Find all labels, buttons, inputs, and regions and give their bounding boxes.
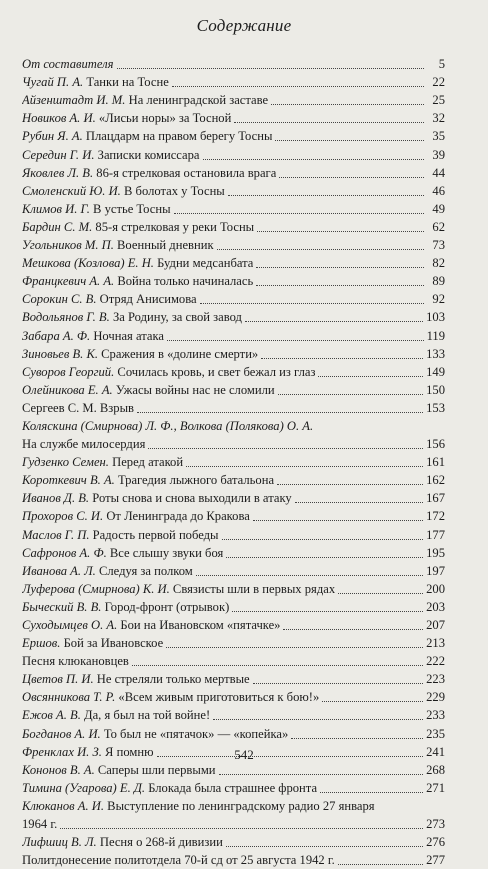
toc-entry-text — [22, 165, 276, 182]
toc-entry-text — [22, 92, 268, 109]
toc-entry-author: Прохоров С. И. — [22, 509, 104, 524]
toc-entry-text — [22, 834, 223, 851]
toc-entry-author: Середин Г. И. — [22, 147, 95, 162]
toc-entry-page: 46 — [432, 183, 445, 198]
toc-entry — [22, 363, 445, 381]
toc-entry-page: 213 — [426, 636, 445, 651]
toc-entry-author: Клюканов А. И. — [22, 798, 105, 813]
toc-entry-title: Связисты шли в первых рядах — [172, 581, 336, 596]
toc-entry-title: Я помню — [105, 744, 154, 759]
toc-entry-author: Тимина (Угарова) Е. Д. — [22, 780, 146, 795]
toc-entry-page: 153 — [426, 400, 445, 415]
toc-entry-text — [22, 273, 253, 290]
toc-entry-text — [22, 508, 250, 525]
toc-entry-author: Водольянов Г. В. — [22, 310, 110, 325]
toc-entry-title: Записки комиссара — [97, 147, 200, 162]
dot-leader — [166, 647, 423, 648]
dot-leader — [253, 683, 423, 684]
toc-entry-page: 32 — [432, 111, 445, 126]
toc-entry-text — [22, 671, 250, 688]
toc-entry-author: Лифшиц В. Л. — [22, 835, 97, 850]
toc-entry-text — [22, 816, 57, 833]
toc-entry-text — [22, 346, 258, 363]
dot-leader — [226, 846, 423, 847]
toc-entry-author: Френклах И. З. — [22, 744, 102, 759]
toc-entry — [22, 761, 445, 779]
toc-entry-text — [22, 436, 145, 453]
toc-entry-page: 82 — [432, 256, 445, 271]
toc-entry-author: Цветов П. И. — [22, 672, 94, 687]
toc-entry-page: 271 — [426, 780, 445, 795]
toc-entry-title: Война только начиналась — [117, 274, 254, 289]
toc-entry-title: Выступление по ленинградскому радио 27 января — [107, 798, 375, 813]
toc-entry-title: В устье Тосны — [93, 201, 171, 216]
toc-entry-text — [22, 635, 163, 652]
toc-entry-author: Рубин Я. А. — [22, 129, 83, 144]
dot-leader — [196, 575, 423, 576]
toc-entry-author: От составителя — [22, 57, 114, 72]
toc-entry-text — [22, 201, 171, 218]
toc-entry-title: Радость первой победы — [92, 527, 219, 542]
toc-entry-author: Быческий В. В. — [22, 599, 102, 614]
dot-leader — [256, 267, 424, 268]
toc-entry-page: 44 — [432, 165, 445, 180]
toc-entry — [22, 471, 445, 489]
dot-leader — [174, 213, 424, 214]
toc-entry-author: Ершов. — [22, 636, 61, 651]
toc-entry-title: Все слышу звуки боя — [109, 545, 224, 560]
dot-leader — [338, 864, 423, 865]
toc-entry-text — [22, 219, 254, 236]
toc-entry-page: 268 — [426, 762, 445, 777]
toc-entry — [22, 272, 445, 290]
toc-entry-page: 177 — [426, 527, 445, 542]
dot-leader — [232, 611, 423, 612]
toc-entry-title: Не стреляли только мертвые — [96, 672, 250, 687]
toc-entry — [22, 435, 445, 453]
dot-leader — [253, 520, 423, 521]
toc-entry — [22, 598, 445, 616]
dot-leader — [222, 539, 424, 540]
toc-entry-page: 156 — [426, 437, 445, 452]
toc-entry-title: Ночная атака — [93, 328, 165, 343]
toc-entry-page: 276 — [426, 835, 445, 850]
dot-leader — [226, 557, 423, 558]
dot-leader — [277, 484, 423, 485]
toc-entry-page: 62 — [432, 219, 445, 234]
toc-entry-author: Суворов Георгий. — [22, 364, 115, 379]
toc-entry-text — [22, 581, 335, 598]
toc-entry-title: 1964 г. — [22, 817, 58, 832]
toc-entry — [22, 652, 445, 670]
toc-entry-text — [22, 309, 242, 326]
page-number: 542 — [234, 747, 254, 762]
toc-entry-text — [22, 255, 253, 272]
toc-entry — [22, 345, 445, 363]
dot-leader — [186, 466, 423, 467]
toc-entry-title: Блокада была страшнее фронта — [148, 780, 318, 795]
toc-entry-page: 273 — [426, 817, 445, 832]
dot-leader — [271, 104, 424, 105]
page-title: Содержание — [196, 16, 292, 35]
dot-leader — [213, 719, 423, 720]
toc-entry-title: Следуя за полком — [98, 563, 193, 578]
toc-entry-title: 85-я стрелковая у реки Тосны — [95, 219, 255, 234]
toc-entry — [22, 851, 445, 869]
toc-entry-text — [22, 418, 313, 435]
toc-entry-text — [22, 291, 197, 308]
toc-entry — [22, 779, 445, 797]
toc-entry-page: 222 — [426, 654, 445, 669]
toc-entry — [22, 55, 445, 73]
toc-entry-title: То был не «пятачок» — «копейка» — [103, 726, 289, 741]
dot-leader — [291, 738, 423, 739]
toc-entry — [22, 145, 445, 163]
toc-entry-title: Город-фронт (отрывок) — [104, 599, 230, 614]
toc-entry-author: Зиновьев В. К. — [22, 346, 98, 361]
toc-entry-author: Забара А. Ф. — [22, 328, 91, 343]
toc-entry-author: Айзенштадт И. М. — [22, 93, 126, 108]
dot-leader — [245, 321, 423, 322]
toc-entry-text — [22, 726, 288, 743]
toc-entry — [22, 182, 445, 200]
toc-entry-text — [22, 183, 225, 200]
toc-entry — [22, 236, 445, 254]
toc-entry-text — [22, 128, 272, 145]
toc-entry-author: Бардин С. М. — [22, 219, 93, 234]
toc-entry — [22, 562, 445, 580]
toc-entry-page: 89 — [432, 274, 445, 289]
toc-entry-page: 162 — [426, 473, 445, 488]
toc-entry — [22, 616, 445, 634]
toc-entry-author: Овсянникова Т. Р. — [22, 690, 116, 705]
toc-entry-title: Плацдарм на правом берегу Тосны — [85, 129, 273, 144]
toc-entry — [22, 544, 445, 562]
toc-entry-title: Роты снова и снова выходили в атаку — [92, 491, 292, 506]
toc-entry — [22, 381, 445, 399]
toc-entry-author: Сафронов А. Ф. — [22, 545, 107, 560]
toc-entry — [22, 308, 445, 326]
toc-entry-page: 197 — [426, 563, 445, 578]
toc-entry-page: 150 — [426, 382, 445, 397]
toc-entry-page: 195 — [426, 545, 445, 560]
toc-entry-title: Отряд Анисимова — [99, 292, 197, 307]
toc-entry — [22, 507, 445, 525]
toc-entry-page: 233 — [426, 708, 445, 723]
toc-entry-text — [22, 852, 335, 869]
toc-entry-title: «Лисьи норы» за Тосной — [98, 111, 232, 126]
dot-leader — [137, 412, 423, 413]
toc-entry-author: Суходымцев О. А. — [22, 618, 118, 632]
toc-entry — [22, 417, 445, 435]
toc-entry — [22, 326, 445, 344]
toc-entry-text — [22, 74, 169, 91]
toc-entry-text — [22, 490, 292, 507]
toc-entry — [22, 200, 445, 218]
toc-entry-page: 235 — [426, 726, 445, 741]
toc-entry-text — [22, 599, 229, 616]
toc-entry-text — [22, 382, 275, 399]
toc-entry — [22, 525, 445, 543]
toc-entry-text — [22, 237, 214, 254]
toc-entry-page: 133 — [426, 346, 445, 361]
toc-entry-title: Да, я был на той войне! — [84, 708, 211, 723]
dot-leader — [228, 195, 424, 196]
dot-leader — [167, 340, 424, 341]
toc-entry-title: Песня о 268-й дивизии — [99, 835, 223, 850]
toc-entry-title: Трагедия лыжного батальона — [117, 473, 275, 488]
toc-entry-author: Новиков А. И. — [22, 111, 96, 126]
toc-entry-text — [22, 563, 193, 580]
toc-entry-text — [22, 653, 129, 670]
toc-entry-text — [22, 147, 200, 164]
toc-entry-text — [22, 110, 231, 127]
toc-entry-page: 5 — [438, 57, 445, 72]
dot-leader — [338, 593, 423, 594]
dot-leader — [279, 177, 424, 178]
toc-entry-author: Мешкова (Козлова) Е. Н. — [22, 256, 154, 271]
toc-entry-title: Военный дневник — [117, 238, 214, 253]
dot-leader — [278, 394, 423, 395]
toc-entry-page: 277 — [426, 853, 445, 868]
dot-leader — [257, 231, 424, 232]
dot-leader — [261, 358, 423, 359]
toc-entry-title: 86-я стрелковая остановила врага — [96, 165, 277, 180]
toc-entry — [22, 797, 445, 815]
toc-entry-page: 49 — [432, 201, 445, 216]
toc-entry-author: Климов И. Г. — [22, 201, 90, 216]
toc-entry-title: Перед атакой — [112, 455, 184, 470]
dot-leader — [295, 502, 423, 503]
dot-leader — [322, 701, 423, 702]
toc-entry-page: 161 — [426, 455, 445, 470]
toc-entry-author: Олейникова Е. А. — [22, 382, 113, 397]
toc-entry-title: От Ленинграда до Кракова — [106, 509, 250, 524]
toc-entry-title: Сражения в «долине смерти» — [101, 346, 259, 361]
toc-entry-text — [22, 400, 134, 417]
toc-entry-page: 167 — [426, 491, 445, 506]
toc-entry-page: 229 — [426, 690, 445, 705]
toc-entry-page: 25 — [432, 93, 445, 108]
dot-leader — [320, 792, 423, 793]
toc-entry-page: 241 — [426, 744, 445, 759]
toc-entry-title: Бои на Ивановском «пятачке» — [120, 618, 281, 632]
dot-leader — [219, 774, 424, 775]
toc-entry-text — [22, 780, 317, 797]
toc-entry — [22, 489, 445, 507]
toc-entry — [22, 453, 445, 471]
toc-entry — [22, 109, 445, 127]
dot-leader — [318, 376, 423, 377]
toc-entry-author: Иванов Д. В. — [22, 491, 90, 506]
toc-entry-page: 207 — [426, 618, 445, 632]
toc-entry-text — [22, 364, 315, 381]
toc-entry-text — [22, 328, 164, 345]
toc-entry-title: Танки на Тосне — [86, 75, 169, 90]
dot-leader — [200, 303, 424, 304]
toc-entry-author: Ежов А. В. — [22, 708, 81, 723]
toc-entry-page: 203 — [426, 599, 445, 614]
dot-leader — [132, 665, 423, 666]
toc-entry-page: 39 — [432, 147, 445, 162]
toc-entry — [22, 724, 445, 742]
toc-entry-author: Чугай П. А. — [22, 75, 84, 90]
dot-leader — [148, 448, 423, 449]
toc-entry — [22, 73, 445, 91]
toc-entry — [22, 254, 445, 272]
toc-entry-author: Иванова А. Л. — [22, 563, 96, 578]
toc-entry — [22, 833, 445, 851]
toc-entry — [22, 706, 445, 724]
toc-entry-author: Богданов А. И. — [22, 726, 101, 741]
toc-entry-title: Бой за Ивановское — [63, 636, 164, 651]
toc-entry-page: 172 — [426, 509, 445, 524]
toc-entry — [22, 127, 445, 145]
toc-entry-page: 103 — [426, 310, 445, 325]
toc-entry-title: На службе милосердия — [22, 437, 146, 452]
toc-entry-text — [22, 762, 216, 779]
toc-entry-text — [22, 545, 223, 562]
toc-entry-title: На ленинградской заставе — [128, 93, 269, 108]
toc-entry — [22, 688, 445, 706]
dot-leader — [203, 159, 424, 160]
toc-entry — [22, 164, 445, 182]
toc-entry-title: «Всем живым приготовиться к бою!» — [118, 690, 320, 705]
toc-entry-text — [22, 798, 375, 815]
dot-leader — [256, 285, 424, 286]
toc-entry — [22, 580, 445, 598]
toc-entry — [22, 218, 445, 236]
toc-entry-page: 22 — [432, 75, 445, 90]
toc-entry-title: Сочилась кровь, и свет бежал из глаз — [117, 364, 316, 379]
toc-entry — [22, 634, 445, 652]
toc-entry-author: Короткевич В. А. — [22, 473, 115, 488]
toc-entry-author: Маслов Г. П. — [22, 527, 90, 542]
toc-entry-title: Песня клюкановцев — [22, 654, 129, 669]
toc-entry-page: 149 — [426, 364, 445, 379]
toc-entry-author: Сорокин С. В. — [22, 292, 97, 307]
toc-entry-title: Будни медсанбата — [157, 256, 254, 271]
toc-entry-text — [22, 454, 183, 471]
toc-entry-page: 92 — [432, 292, 445, 307]
toc-entry-page: 200 — [426, 581, 445, 596]
toc-entry-title: В болотах у Тосны — [123, 183, 225, 198]
toc-entry-page: 73 — [432, 238, 445, 253]
dot-leader — [217, 249, 424, 250]
toc-entry-title: Сергеев С. М. Взрыв — [22, 400, 134, 415]
toc-entry-author: Смоленский Ю. И. — [22, 183, 121, 198]
toc-entry — [22, 91, 445, 109]
toc-entry-author: Францкевич А. А. — [22, 274, 115, 289]
toc-entry-text — [22, 527, 219, 544]
dot-leader — [60, 828, 423, 829]
dot-leader — [117, 68, 424, 69]
toc-entry — [22, 815, 445, 833]
toc-entry-page: 223 — [426, 672, 445, 687]
toc-entry-title: Политдонесение политотдела 70-й сд от 25 августа 1942 г. — [22, 853, 335, 868]
toc-entry-author: Яковлев Л. В. — [22, 165, 94, 180]
toc-entry-author: Гудзенко Семен. — [22, 455, 109, 470]
toc-entry-title: Саперы шли первыми — [97, 762, 216, 777]
toc-entry-text — [22, 707, 210, 724]
toc-entry-title: Ужасы войны нас не сломили — [115, 382, 275, 397]
toc-entry-author: Угольников М. П. — [22, 238, 114, 253]
toc-entry-author: Кононов В. А. — [22, 762, 95, 777]
toc-entry-author: Луферова (Смирнова) К. И. — [22, 581, 170, 596]
toc-entry — [22, 399, 445, 417]
toc-entry-page: 119 — [426, 328, 445, 343]
dot-leader — [283, 629, 423, 630]
toc-entry-text — [22, 689, 319, 706]
toc-entry-title: За Родину, за свой завод — [112, 310, 242, 325]
dot-leader — [275, 140, 424, 141]
toc-entry-text — [22, 56, 114, 73]
toc-entry-text — [22, 617, 280, 634]
toc-entry-text — [22, 472, 274, 489]
toc-entry — [22, 290, 445, 308]
toc-entry-page: 35 — [432, 129, 445, 144]
dot-leader — [172, 86, 424, 87]
dot-leader — [234, 122, 424, 123]
toc-entry-author: Коляскина (Смирнова) Л. Ф., Волкова (Полякова) О. А. — [22, 418, 314, 433]
toc-entry — [22, 670, 445, 688]
